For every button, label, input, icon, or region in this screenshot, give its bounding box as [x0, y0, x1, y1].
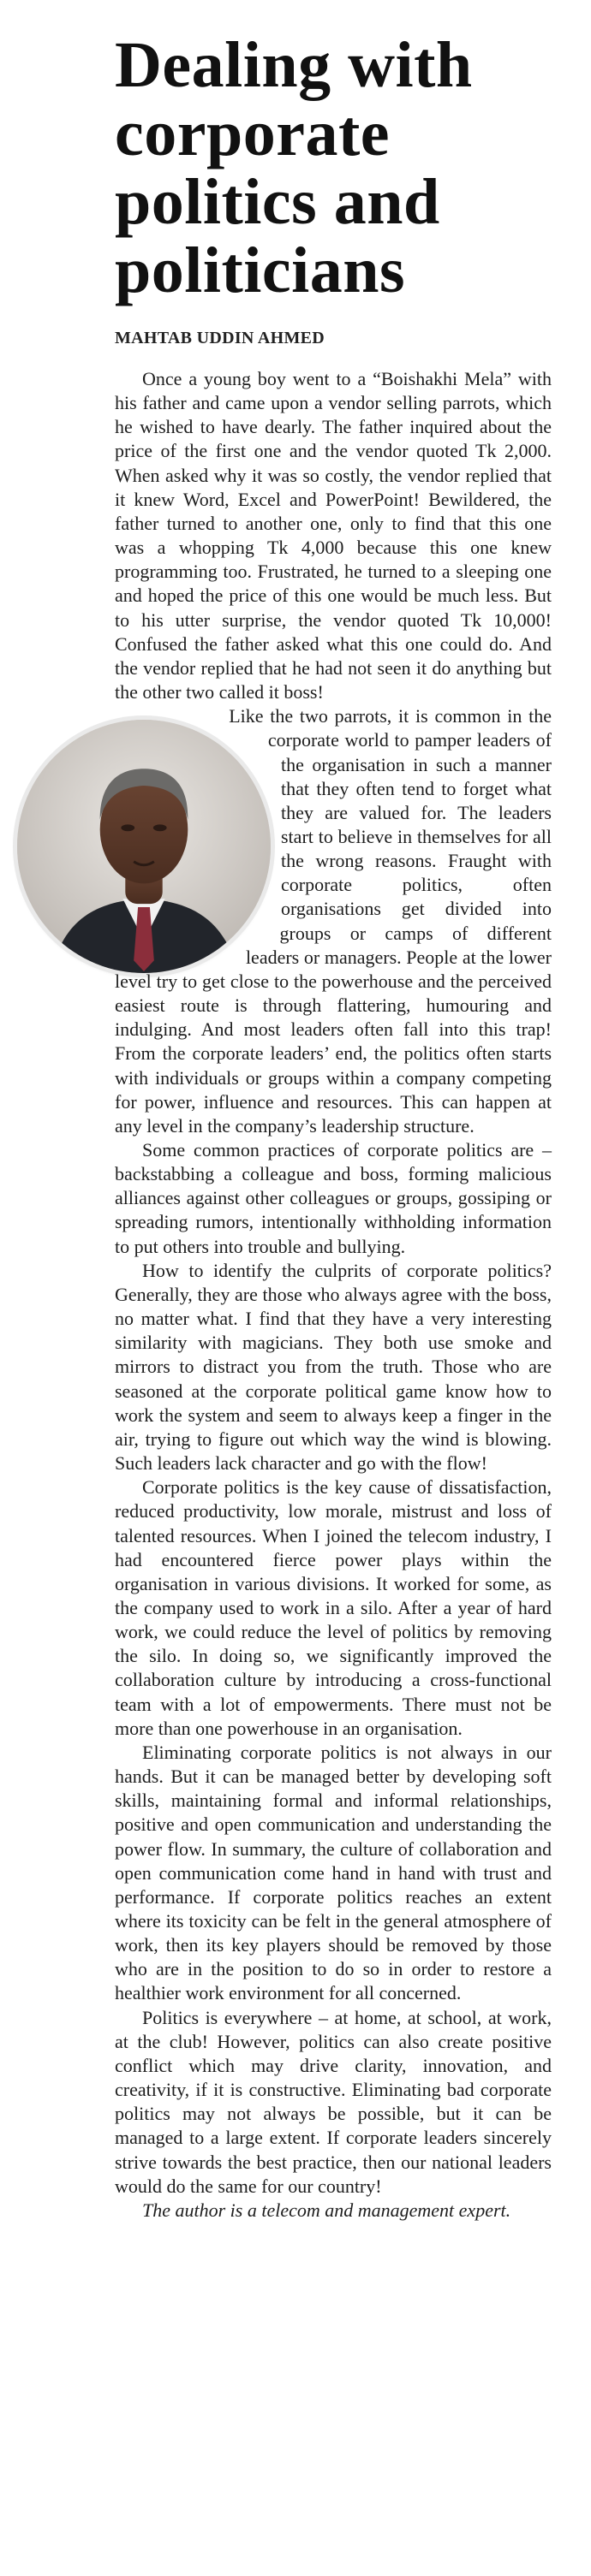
paragraph-4: How to identify the culprits of corporate politics? Generally, they are those who always agree with the boss, no matter what. I find that they have a very interesting similarity with magicians. They both use smoke and mirrors to distract you from the truth. Those who are seasoned at the corporate political game know how to work the system and seem to always keep a finger in the air, trying to figure out which way the wind is blowing. Such leaders lack character and go with the flow! [115, 1259, 552, 1475]
article-body [115, 367, 552, 2223]
paragraph-2: Like the two parrots, it is common in the corporate world to pamper leaders of the organisation in such a manner that they often tend to forget what they are valued for. The leaders start to believe in themselves for all the wrong reasons. Fraught with corporate politics, often organisations get divided into groups or camps of different leaders or managers. People at the lower level try to get close to the powerhouse and the perceived easiest route is through flattering, humouring and indulging. And most leaders often fall into this trap! From the corporate leaders’ end, the politics often starts with individuals or groups within a company competing for power, influence and resources. This can happen at any level in the company’s leadership structure. [115, 705, 552, 1137]
paragraph-6: Eliminating corporate politics is not always in our hands. But it can be managed better by developing soft skills, maintaining formal and informal relationships, positive and open communication and understanding the power flow. In summary, the culture of collaboration and open communication come hand in hand with trust and performance. If corporate politics reaches an extent where its toxicity can be felt in the general atmosphere of work, then its key players should be removed by those who are in the position to do so in order to restore a healthier work environment for all concerned. [115, 1741, 552, 2004]
paragraph-1: Once a young boy went to a “Boishakhi Mela” with his father and came upon a vendor selling parrots, which he wished to have dearly. The father inquired about the price of the first one and the vendor quoted Tk 2,000. When asked why it was so costly, the vendor replied that it knew Word, Excel and PowerPoint! Bewildered, the father turned to another one, only to find that this one was a whopping Tk 4,000 because this one knew programming too. Frustrated, he turned to a sleeping one and hoped the price of this one would be much less. But to his utter surprise, the vendor quoted Tk 10,000! Confused the father asked what this one could do. And the vendor replied that he had not seen it do anything but the other two called it boss! [115, 368, 552, 703]
paragraph-3: Some common practices of corporate politics are – backstabbing a colleague and boss, forming malicious alliances against other colleagues or groups, gossiping or spreading rumors, intentionally withholding information to put others into trouble and bullying. [115, 1139, 552, 1257]
portrait-illustration [17, 720, 271, 973]
author-portrait [17, 720, 271, 973]
paragraph-5: Corporate politics is the key cause of dissatisfaction, reduced productivity, low morale, mistrust and loss of talented resources. When I joined the telecom industry, I had encountered fierce power plays within the organisation in various divisions. It worked for some, as the company used to work in a silo. After a year of hard work, we could reduce the level of politics by removing the silo. In doing so, we significantly improved the collaboration culture by introducing a cross-functional team with a lot of empowerments. There must not be more than one powerhouse in an organisation. [115, 1476, 552, 1739]
paragraph-7: Politics is everywhere – at home, at school, at work, at the club! However, politics can also create positive conflict which may drive clarity, innovation, and creativity, if it is constructive. Eliminating bad corporate politics may not always be possible, but it can be managed to a large extent. If corporate leaders sincerely strive towards the best practice, then our national leaders would do the same for our country! [115, 2006, 552, 2197]
author-credit: The author is a telecom and management expert. [142, 2199, 511, 2221]
headline: Dealing with corporate politics and politicians [115, 29, 473, 306]
author-byline: MAHTAB UDDIN AHMED [115, 329, 325, 347]
